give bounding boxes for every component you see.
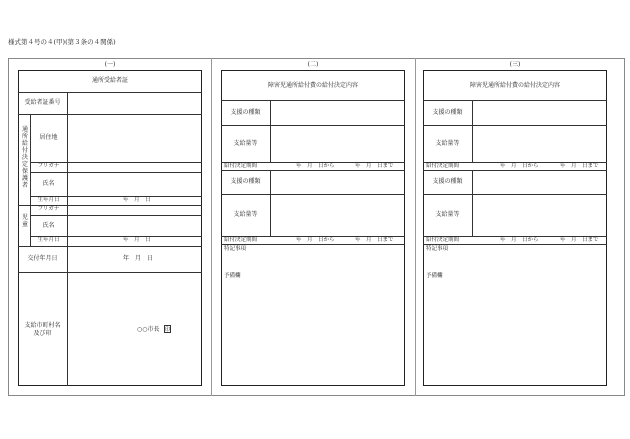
- panel1-number: (一): [104, 61, 116, 68]
- fold-line-2: [415, 58, 416, 396]
- panel3-support-type-label: 支援の種類: [432, 109, 463, 116]
- guardian-furigana-label: フリガナ: [37, 163, 60, 169]
- panel2-support-type-label-2: 支援の種類: [230, 178, 261, 185]
- guardian-group-label: 通 所 給 付 決 定 保 護 者: [21, 126, 28, 189]
- panel2-period-label-2: 給付決定期間: [224, 237, 258, 243]
- child-group-label: 児 童: [21, 214, 28, 228]
- panel3-title: 障害児通所給付費の給付決定内容: [469, 82, 560, 89]
- panel3-special-notes-label: 特記事項: [426, 246, 449, 252]
- panel3-period-label-2: 給付決定期間: [426, 237, 460, 243]
- child-dob-value: 年 月 日: [123, 237, 151, 243]
- panel3-number: (三): [509, 61, 521, 68]
- mayor-label: ○○市長: [137, 326, 160, 333]
- panel2-support-amount-label-2: 支給量等: [233, 211, 258, 218]
- fold-line-1: [211, 58, 212, 396]
- panel1-title: 通所受給者証: [91, 77, 128, 84]
- panel3-period-to: 年 月 日まで: [560, 163, 599, 169]
- panel2-period-from: 年 月 日から: [296, 163, 335, 169]
- panel2-box: [221, 70, 405, 386]
- panel2-title: 障害児通所給付費の給付決定内容: [267, 82, 358, 89]
- seal-stamp: 印: [165, 327, 171, 333]
- panel2-support-amount-label: 支給量等: [233, 140, 258, 147]
- panel2-period-to: 年 月 日まで: [355, 163, 394, 169]
- municipality-label-2: 及び印: [33, 330, 52, 337]
- panel2-period-to-2: 年 月 日まで: [355, 237, 394, 243]
- panel3-period-label: 給付決定期間: [426, 163, 460, 169]
- panel2-period-label: 給付決定期間: [224, 163, 258, 169]
- form-title: 様式第４号の４(甲)(第３条の４関係): [8, 38, 116, 46]
- issue-date-label: 交付年月日: [27, 255, 58, 262]
- panel2-support-type-label: 支援の種類: [230, 109, 261, 116]
- panel2-number: (二): [307, 61, 319, 68]
- panel3-period-to-2: 年 月 日まで: [560, 237, 599, 243]
- child-dob-label: 生年月日: [37, 237, 60, 243]
- child-name-label: 氏名: [42, 222, 55, 229]
- recipient-cert-no-label: 受給者証番号: [24, 99, 61, 106]
- panel3-reserve-label: 予備欄: [426, 273, 443, 279]
- panel3-support-amount-label-2: 支給量等: [435, 211, 460, 218]
- panel3-period-from: 年 月 日から: [500, 163, 539, 169]
- address-label: 居住地: [39, 134, 58, 141]
- panel2-reserve-label: 予備欄: [224, 273, 241, 279]
- guardian-dob-value: 年 月 日: [123, 197, 151, 203]
- panel3-box: [423, 70, 607, 386]
- guardian-name-label: 氏名: [42, 180, 55, 187]
- municipality-label: 支給市町村名: [24, 322, 61, 329]
- issue-date-value: 年 月 日: [123, 255, 154, 262]
- panel3-period-from-2: 年 月 日から: [500, 237, 539, 243]
- panel3-support-amount-label: 支給量等: [435, 140, 460, 147]
- panel3-support-type-label-2: 支援の種類: [432, 178, 463, 185]
- panel2-special-notes-label: 特記事項: [224, 246, 247, 252]
- child-furigana-label: フリガナ: [37, 206, 60, 212]
- guardian-dob-label: 生年月日: [37, 197, 60, 203]
- panel2-period-from-2: 年 月 日から: [296, 237, 335, 243]
